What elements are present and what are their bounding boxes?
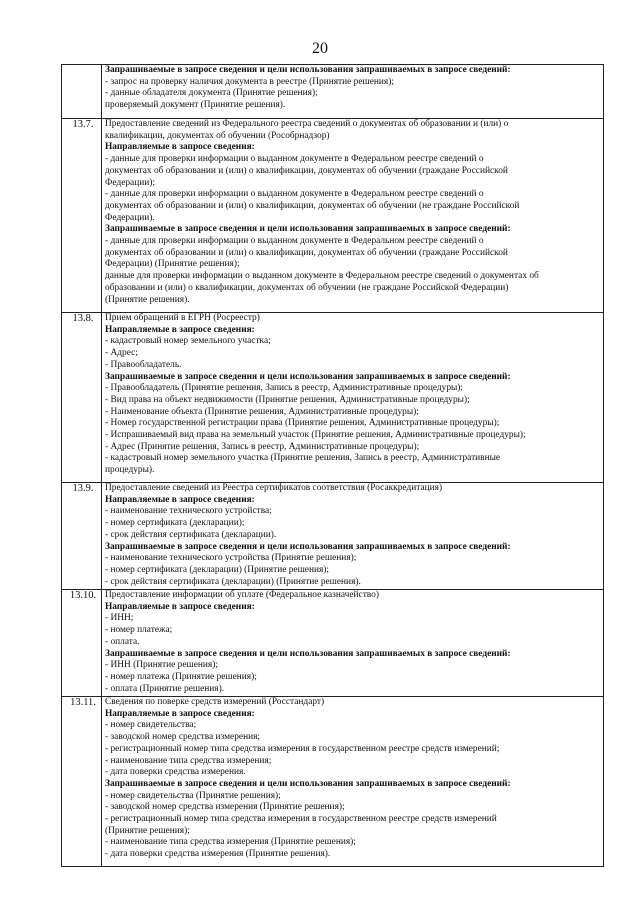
content-line: - Правообладатель (Принятие решения, Запись в реестр, Административные процедуры); xyxy=(105,383,464,394)
content-line: - оплата. xyxy=(105,636,140,647)
content-line: - номер свидетельства (Принятие решения); xyxy=(105,790,281,801)
content-line: - заводской номер средства измерения (Принятие решения); xyxy=(105,802,345,813)
content-line: - дата поверки средства измерения (Принятие решения). xyxy=(105,849,331,860)
content-line: - Правообладатель. xyxy=(105,359,182,370)
content-line: - Наименование объекта (Принятие решения, Административные процедуры); xyxy=(105,406,419,417)
content-line: - срок действия сертификата (декларации) (Принятие решения). xyxy=(105,576,361,587)
requests-table-body xyxy=(62,65,604,867)
content-line: - номер платежа (Принятие решения); xyxy=(105,671,257,682)
content-line: - дата поверки средства измерения. xyxy=(105,767,246,778)
content-line: - регистрационный номер типа средства измерения в государственном реестре средств измерений; xyxy=(105,743,500,754)
row-number: 13.11. xyxy=(62,697,102,867)
content-line: (Принятие решения). xyxy=(105,294,190,305)
row-content xyxy=(102,65,604,119)
section-heading: Запрашиваемые в запросе сведения и цели использования запрашиваемых в запросе сведений: xyxy=(105,65,511,75)
content-line: Сведения по поверке средств измерений (Росстандарт) xyxy=(105,697,325,707)
table-row xyxy=(62,697,604,867)
content-line: - наименование технического устройства (Принятие решения); xyxy=(105,553,357,564)
content-line: Прием обращений в ЕГРН (Росреестр) xyxy=(105,313,260,323)
content-line: - номер сертификата (декларации); xyxy=(105,518,245,529)
row-content xyxy=(102,483,604,590)
content-line: - регистрационный номер типа средства измерения в государственном реестре средств измерений xyxy=(105,814,497,825)
row-number: 13.9. xyxy=(62,483,102,590)
content-line: - Номер государственной регистрации права (Принятие решения, Административные процедуры); xyxy=(105,418,500,429)
section-heading: Направляемые в запросе сведения: xyxy=(105,142,255,153)
content-line: - кадастровый номер земельного участка; xyxy=(105,336,271,347)
page-number: 20 xyxy=(312,40,328,57)
section-heading: Запрашиваемые в запросе сведения и цели использования запрашиваемых в запросе сведений: xyxy=(105,778,511,789)
section-heading: Запрашиваемые в запросе сведения и цели использования запрашиваемых в запросе сведений: xyxy=(105,541,511,552)
table-row xyxy=(62,65,604,119)
content-line: (Принятие решения); xyxy=(105,825,190,836)
content-line: - заводской номер средства измерения; xyxy=(105,732,261,743)
content-line: документах об образовании и (или) о квалификации, документах об обучении (не граждане Российской xyxy=(105,200,520,211)
content-line: Предоставление сведений из Федерального реестра сведений о документах об образовании и (или) о xyxy=(105,119,509,129)
row-content xyxy=(102,590,604,697)
content-line: квалификации, документах об обучении (Рособрнадзор) xyxy=(105,130,330,141)
row-content xyxy=(102,313,604,483)
content-line: Федерации). xyxy=(105,212,155,223)
row-content xyxy=(102,119,604,313)
requests-table xyxy=(61,64,604,867)
content-line: Федерации) (Принятие решения); xyxy=(105,259,240,270)
row-number: 13.8. xyxy=(62,313,102,483)
row-number: 13.7. xyxy=(62,119,102,313)
content-line: - ИНН (Принятие решения); xyxy=(105,660,218,671)
section-heading: Направляемые в запросе сведения: xyxy=(105,324,255,335)
section-heading: Направляемые в запросе сведения: xyxy=(105,708,255,719)
content-line: - данные для проверки информации о выданном документе в Федеральном реестре сведений о xyxy=(105,236,484,247)
content-line: - номер свидетельства; xyxy=(105,720,197,731)
section-heading: Запрашиваемые в запросе сведения и цели использования запрашиваемых в запросе сведений: xyxy=(105,224,511,235)
content-line: - оплата (Принятие решения). xyxy=(105,683,225,694)
content-line: - Испрашиваемый вид права на земельный участок (Принятие решения, Административные процедуры); xyxy=(105,430,526,441)
row-number xyxy=(62,65,102,119)
content-line: проверяемый документ (Принятие решения). xyxy=(105,100,286,111)
content-line: - данные для проверки информации о выданном документе в Федеральном реестре сведений о xyxy=(105,189,484,200)
content-line: Предоставление сведений из Реестра сертификатов соответствия (Росаккредитация) xyxy=(105,483,443,493)
content-line: процедуры). xyxy=(105,465,155,476)
table-row xyxy=(62,590,604,697)
section-heading: Направляемые в запросе сведения: xyxy=(105,601,255,612)
content-line: Предоставление информации об уплате (Федеральное казначейство) xyxy=(105,590,379,600)
content-line: образовании и (или) о квалификации, документах об обучении (не граждане Российской Федерации) xyxy=(105,282,509,293)
content-line: - срок действия сертификата (декларации). xyxy=(105,529,277,540)
section-heading: Направляемые в запросе сведения: xyxy=(105,494,255,505)
content-line: - наименование типа средства измерения (Принятие решения); xyxy=(105,837,356,848)
content-line: - данные для проверки информации о выданном документе в Федеральном реестре сведений о xyxy=(105,154,484,165)
content-line: - номер сертификата (декларации) (Принятие решения); xyxy=(105,564,330,575)
content-line: - данные обладателя документа (Принятие решения); xyxy=(105,88,318,99)
table-row xyxy=(62,119,604,313)
content-line: - ИНН; xyxy=(105,613,134,624)
content-line: Федерации); xyxy=(105,177,156,188)
content-line: - номер платежа; xyxy=(105,625,173,636)
row-content xyxy=(102,697,604,867)
row-number: 13.10. xyxy=(62,590,102,697)
content-line: - Адрес (Принятие решения, Запись в реестр, Административные процедуры); xyxy=(105,441,420,452)
content-line: - наименование типа средства измерения; xyxy=(105,755,272,766)
content-line: данные для проверки информации о выданном документе в Федеральном реестре сведений о документах об xyxy=(105,271,539,282)
content-line: - Вид права на объект недвижимости (Принятие решения, Административные процедуры); xyxy=(105,394,470,405)
content-line: - запрос на проверку наличия документа в реестре (Принятие решения); xyxy=(105,76,394,87)
content-line: документах об образовании и (или) о квалификации, документах об обучении (граждане Российской xyxy=(105,165,508,176)
content-line: - Адрес; xyxy=(105,348,138,359)
table-row xyxy=(62,483,604,590)
content-line: - кадастровый номер земельного участка (Принятие решения, Запись в реестр, Административные xyxy=(105,453,501,464)
content-line: документах об образовании и (или) о квалификации, документах об обучении (граждане Российской xyxy=(105,247,508,258)
table-row xyxy=(62,313,604,483)
content-line: - наименование технического устройства; xyxy=(105,506,272,517)
section-heading: Запрашиваемые в запросе сведения и цели использования запрашиваемых в запросе сведений: xyxy=(105,648,511,659)
section-heading: Запрашиваемые в запросе сведения и цели использования запрашиваемых в запросе сведений: xyxy=(105,371,511,382)
